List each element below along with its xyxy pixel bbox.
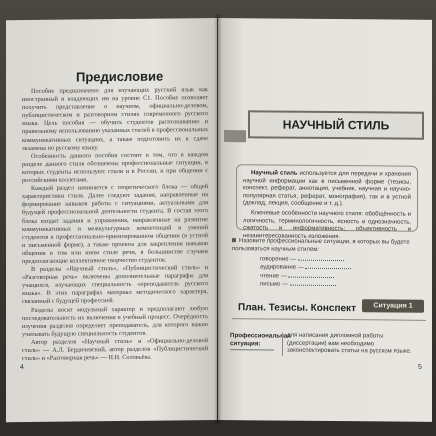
paragraph: В разделы «Научный стиль», «Публицистический стиль» и «Разговорная речь» включены дополнительные параграфы для учащихся, изучающих специальность «преподаватель русского языка». В этих параграфах материал методического характера, связанный с будущей профессией.	[22, 264, 208, 306]
answer-line: чтение —	[260, 273, 422, 283]
answer-line: аудирование —	[260, 265, 422, 275]
definition-term: Научный стиль	[251, 170, 298, 177]
answer-line: письмо —	[260, 281, 422, 291]
section-title: План. Тезисы. Конспект	[238, 302, 356, 315]
definition-box	[236, 164, 418, 240]
left-page	[6, 18, 217, 422]
situation-text: для написания дипломной работы (диссертации) вам необходимо законспектировать статьи на русском языке.	[282, 333, 422, 357]
situation-label: Профессиональная ситуация:	[230, 332, 291, 347]
preface-body	[22, 86, 208, 418]
answer-lines	[260, 257, 422, 291]
features-text: Ключевые особенности научного стиля: обобщённость и логичность, терминологичность, ясность и однозначность, сжатость и информативность; объективность и незаинтересованность изложения.	[243, 210, 411, 240]
answer-line: говорение —	[260, 257, 422, 267]
page-number: 4	[20, 364, 24, 372]
situation-badge: Ситуация 1	[362, 299, 424, 313]
paragraph: Каждый раздел начинается с теоретического блока — общей характеристики стиля. Далее следуют задания, направленные на формирование навыков работы с ситуациями, актуальными для будущей профессиональной деятельности студента. В состав этого блока входят задания и упражнения, направленные на развитие коммуникативных и межкультурных компетенций и умений студентов в профессионально-ориентированном общении (в устной и письменной форме), а также проекты для закрепления навыков общения в том или ином стиле речи, в большинстве случаев предполагающие коллективное творчество студентов.	[22, 183, 208, 266]
page-number: 5	[418, 363, 422, 371]
task-block	[232, 238, 422, 291]
paragraph: Пособие предназначено для изучающих русский язык как иностранный и владеющих им на уровне С1. Пособие позволяет получить представление о научном, официально-деловом, публицистическом и разговорном стилях современного русского языка. Цель пособия — обучить студентов распознаванию и правильному использованию указанных стилей в профессиональных коммуникативных ситуациях, а также подготовить их к сдаче экзамена по русскому языку.	[22, 86, 208, 152]
paragraph: Особенность данного пособия состоит в том, что в каждом разделе данного стиля обозначены профессиональные ситуации, в которых студенты используют стили и в России, и при общении с российскими коллегами.	[22, 150, 208, 185]
definition-text: Научный стиль используется для передачи и хранения научной информации как в письменной форме (тезисы, конспект, реферат, аннотация, учебник, научная и научно-популярная статья, реферат, монография), так и в устной (доклад, лекция, сообщение и т. д.).	[243, 170, 411, 208]
page-title: Предисловие	[76, 68, 164, 85]
divider	[230, 349, 274, 350]
chapter-title: НАУЧНЫЙ СТИЛЬ	[282, 117, 390, 133]
chapter-tab	[224, 130, 246, 142]
bullet-icon	[232, 239, 236, 243]
paragraph: Автор разделов «Научный стиль» и «Официально-деловой стиль» — А.Л. Бердичевский, автор разделов «Публицистический стиль» и «Разговорная речь» — Н.Н. Соловьёва.	[22, 337, 208, 363]
book-spine	[214, 14, 222, 424]
chapter-banner	[248, 110, 424, 140]
right-page	[218, 18, 432, 422]
paragraph: Разделы носят модульный характер и предполагают любую последовательность их включения в учебный процесс. Очерёдность изучения разделов определяет преподаватель, для которого важно учитывать будущую специальность студентов.	[22, 304, 208, 338]
divider	[232, 318, 426, 321]
task-prompt: Назовите профессиональные ситуации, в которых вы будете пользоваться научным стилем:	[232, 238, 410, 253]
